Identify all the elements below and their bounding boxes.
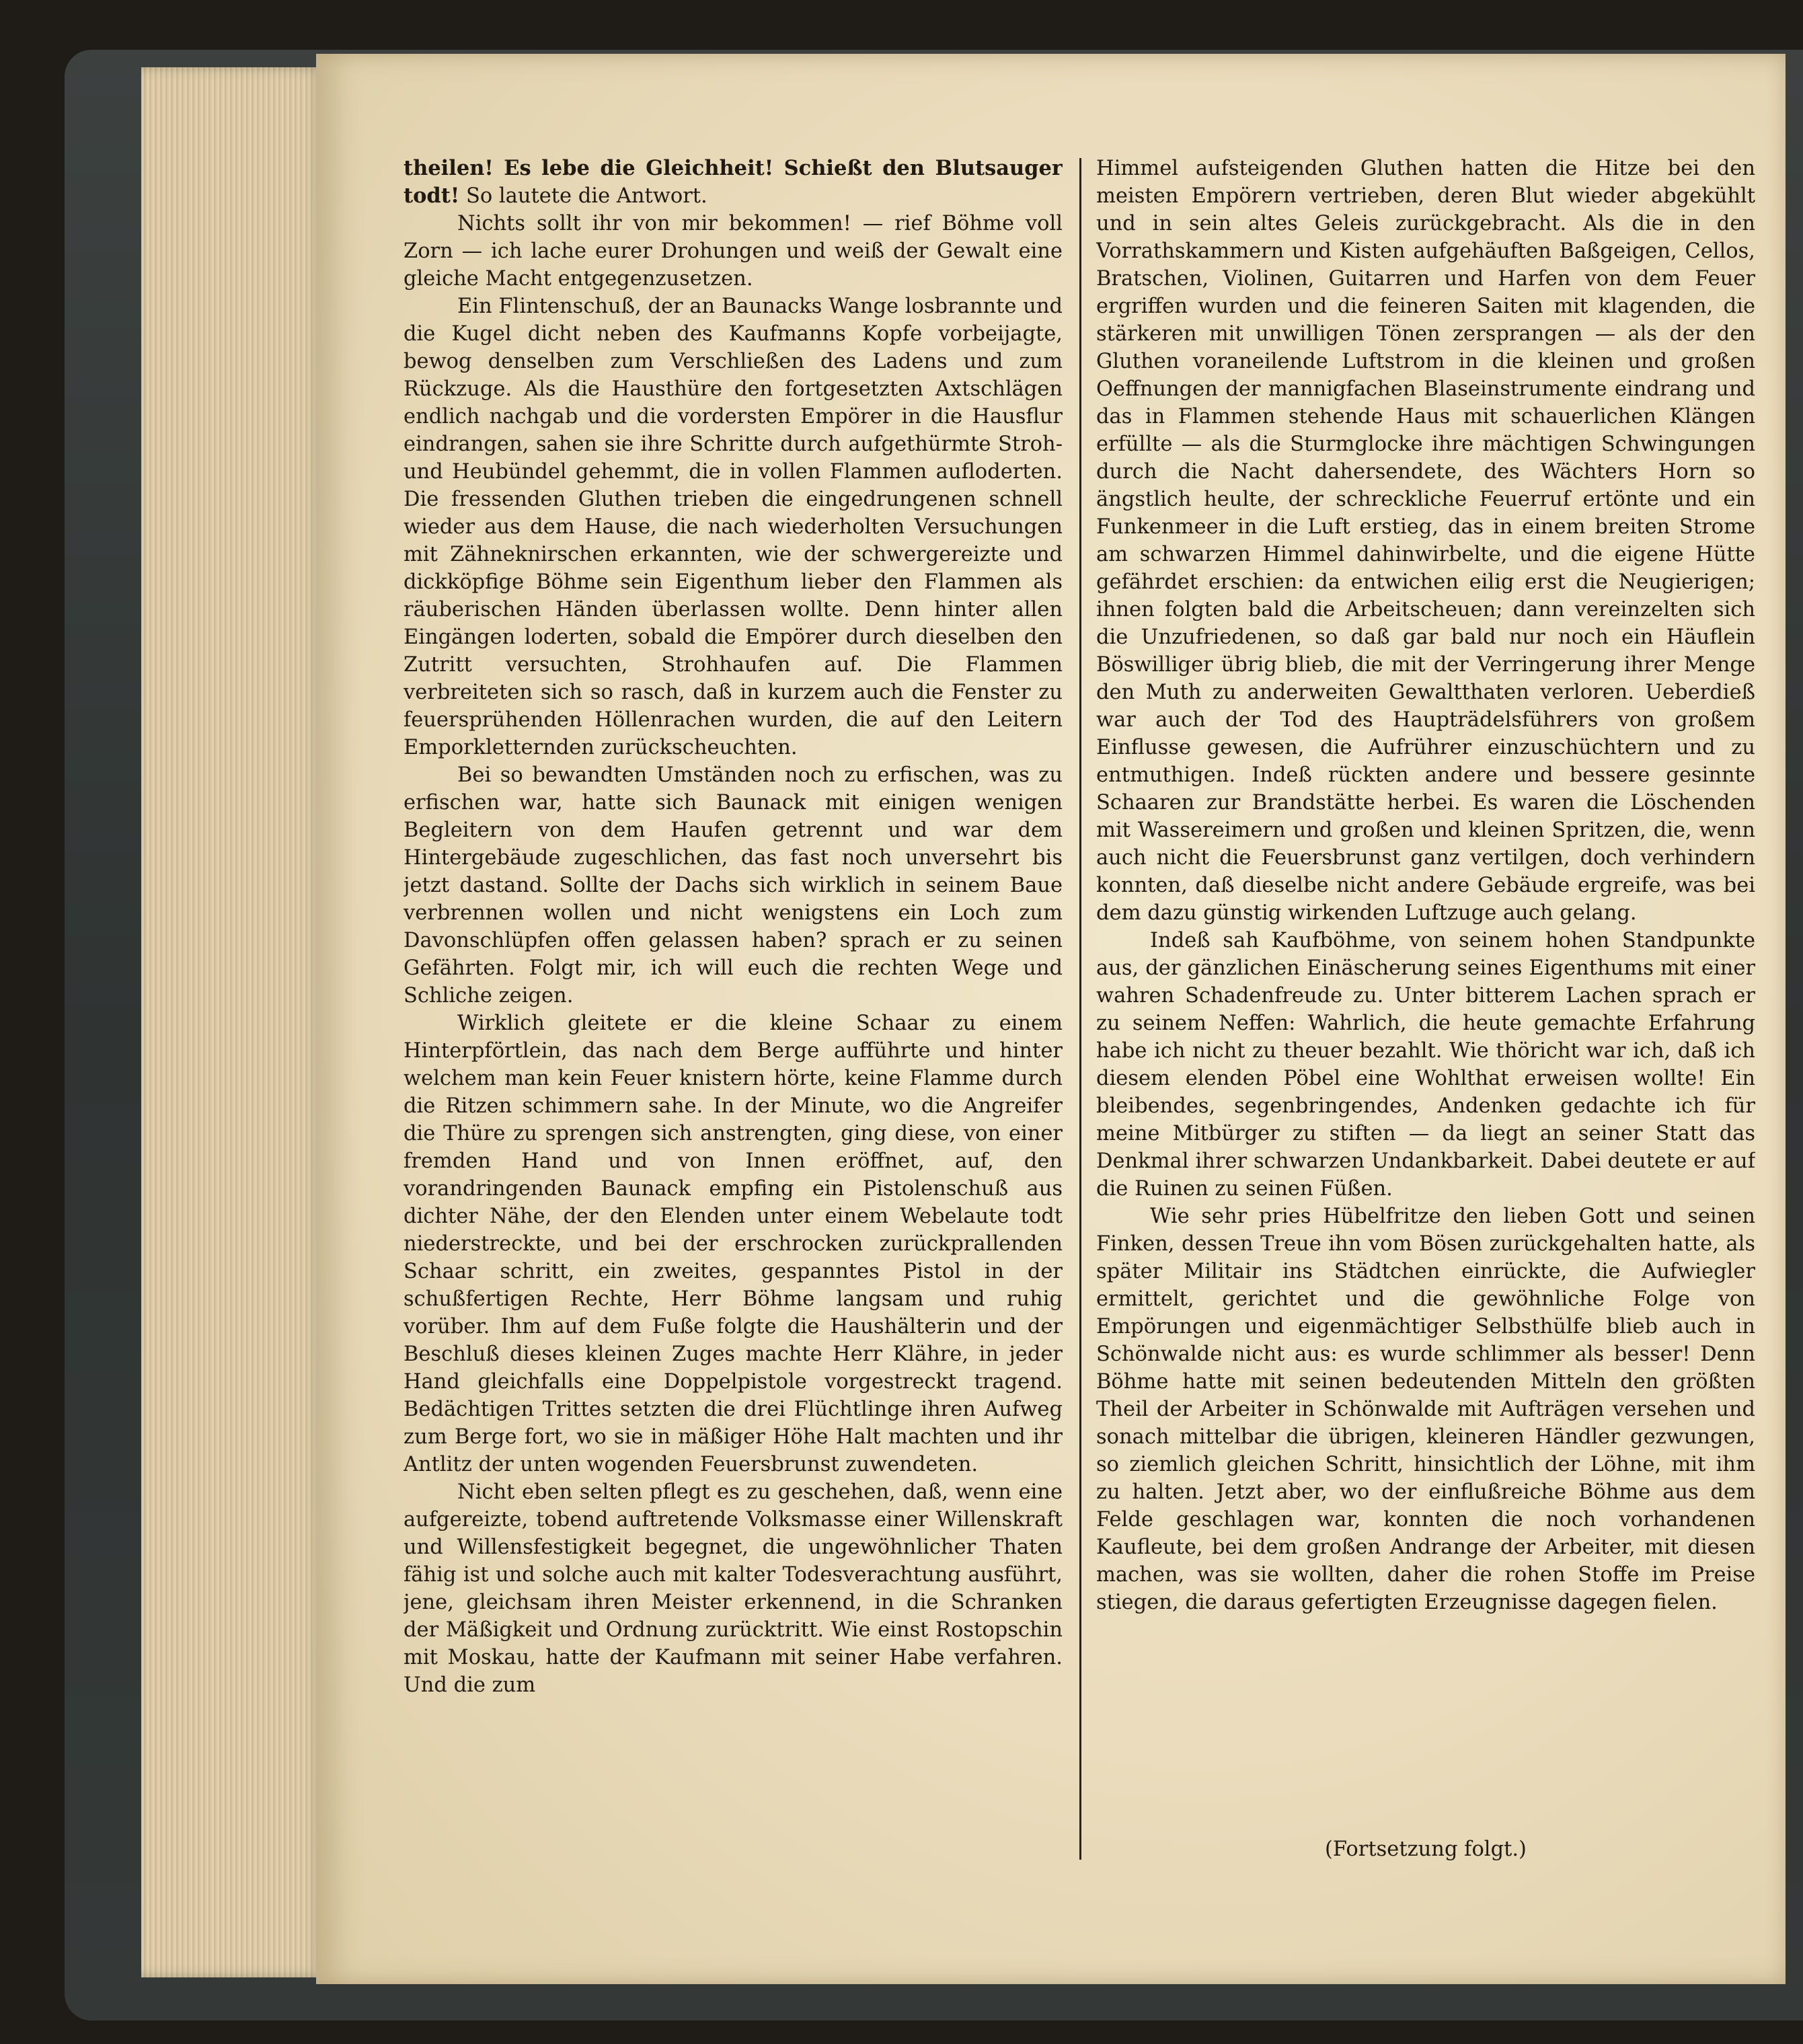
paragraph: Bei so bewandten Umständen noch zu erfischen, was zu erfischen war, hatte sich Baunack mit einigen wenigen Begleitern von dem Haufen getrennt und war dem Hintergebäude zugeschlichen, das fast noch unversehrt bis jetzt dastand. Sollte der Dachs sich wirklich in seinem Baue verbrennen wollen und nicht wenigstens ein Loch zum Davonschlüpfen offen gelassen haben? sprach er zu seinen Gefährten. Folgt mir, ich will euch die rechten Wege und Schliche zeigen. (404, 763, 1063, 1008)
column-divider (1079, 158, 1081, 1860)
paragraph: Indeß sah Kaufböhme, von seinem hohen Standpunkte aus, der gänzlichen Einäscherung seines Eigenthums mit einer wahren Schadenfreude zu. Unter bitterem Lachen sprach er zu seinem Neffen: Wahrlich, die heute gemachte Erfahrung habe ich nicht zu theuer bezahlt. Wie thöricht war ich, daß ich diesem elenden Pöbel eine Wohlthat erweisen wollte! Ein bleibendes, segenbringendes, Andenken gedachte ich für meine Mitbürger zu stiften — da liegt an seiner Statt das Denkmal ihrer schwarzen Undankbarkeit. Dabei deutete er auf die Ruinen zu seinen Füßen. (1096, 929, 1755, 1201)
page-edges (141, 67, 323, 1977)
paragraph: Himmel aufsteigenden Gluthen hatten die Hitze bei den meisten Empörern vertrieben, deren Blut wieder abgekühlt und in sein altes Geleis zurückgebracht. Als die in den Vorrathskammern und Kisten aufgehäuften Baßgeigen, Cellos, Bratschen, Violinen, Guitarren und Harfen von dem Feuer ergriffen wurden und die feineren Saiten mit klagenden, die stärkeren mit unwilligen Tönen zersprangen — als der den Gluthen voraneilende Luftstrom in die kleinen und großen Oeffnungen der mannigfachen Blaseinstrumente eindrang und das in Flammen stehende Haus mit schauerlichen Klängen erfüllte — als die Sturmglocke ihre mächtigen Schwingungen durch die Nacht dahersendete, des Wächters Horn so ängstlich heulte, der schreckliche Feuerruf ertönte und ein Funkenmeer in die Luft erstieg, das in einem breiten Strome am schwarzen Himmel dahinwirbelte, und die eigene Hütte gefährdet erschien: da entwichen eilig erst die Neugierigen; ihnen folgten bald die Arbeitscheuen; dann vereinzelten sich die Unzufriedenen, so daß gar bald nur noch ein Häuflein Böswilliger übrig blieb, die mit der Verringerung ihrer Menge den Muth zu anderweiten Gewaltthaten verloren. Ueberdieß war auch der Tod des Haupträdelsführers von großem Einflusse gewesen, die Aufrührer einzuschüchtern und zu entmuthigen. Indeß rückten andere und bessere gesinnte Schaaren zur Brandstätte herbei. Es waren die Löschenden mit Wassereimern und großen und kleinen Spritzen, die, wenn auch nicht die Feuersbrunst ganz vertilgen, doch verhindern konnten, daß dieselbe nicht andere Gebäude ergreife, was bei dem dazu günstig wirkenden Luftzuge auch gelang. (1096, 157, 1755, 925)
left-text-column (404, 155, 1063, 1877)
opening-line (404, 155, 1063, 210)
paragraph: Nicht eben selten pflegt es zu geschehen, daß, wenn eine aufgereizte, tobend auftretende Volksmasse einer Willenskraft und Willensfestigkeit begegnet, die ungewöhnlicher Thaten fähig ist und solche auch mit kalter Todesverachtung ausführt, jene, gleichsam ihren Meister erkennend, in die Schranken der Mäßigkeit und Ordnung zurücktritt. Wie einst Rostopschin mit Moskau, hatte der Kaufmann mit seiner Habe verfahren. Und die zum (404, 1480, 1063, 1697)
right-text-column (1096, 155, 1755, 1877)
continuation-note: (Fortsetzung folgt.) (1325, 1838, 1527, 1861)
opening-bold-text: theilen! Es lebe die Gleichheit! Schießt den Blutsauger todt! (404, 156, 1063, 208)
paragraph: Wie sehr pries Hübelfritze den lieben Gott und seinen Finken, dessen Treue ihn vom Bösen zurückgehalten hatte, als später Militair ins Städtchen einrückte, die Aufwiegler ermittelt, gerichtet und die gewöhnliche Folge von Empörungen und eigenmächtiger Selbsthülfe blieb auch in Schönwalde nicht aus: es wurde schlimmer als besser! Denn Böhme hatte mit seinen bedeutenden Mitteln den größten Theil der Arbeiter in Schönwalde mit Aufträgen versehen und sonach mittelbar die übrigen, kleineren Händler gezwungen, so ziemlich gleichen Schritt, hinsichtlich der Löhne, mit ihm zu halten. Jetzt aber, wo der einflußreiche Böhme aus dem Felde geschlagen war, konnten die noch vorhandenen Kaufleute, bei dem großen Andrange der Arbeiter, mit diesen machen, was sie wollten, daher die rohen Stoffe im Preise stiegen, die daraus gefertigten Erzeugnisse dagegen fielen. (1096, 1205, 1755, 1614)
opening-rest-text: So lautete die Antwort. (459, 184, 707, 208)
paragraph: Nichts sollt ihr von mir bekommen! — rief Böhme voll Zorn — ich lache eurer Drohungen und weiß der Gewalt eine gleiche Macht entgegenzusetzen. (404, 212, 1063, 291)
paragraph: Wirklich gleitete er die kleine Schaar zu einem Hinterpförtlein, das nach dem Berge aufführte und hinter welchem man kein Feuer knistern hörte, keine Flamme durch die Ritzen schimmern sahe. In der Minute, wo die Angreifer die Thüre zu sprengen sich anstrengten, ging diese, von einer fremden Hand und von Innen eröffnet, auf, den vorandringenden Baunack empfing ein Pistolenschuß aus dichter Nähe, der den Elenden unter einem Webelaute todt niederstreckte, und bei der erschrocken zurückprallenden Schaar schritt, ein zweites, gespanntes Pistol in der schußfertigen Rechte, Herr Böhme langsam und ruhig vorüber. Ihm auf dem Fuße folgte die Haushälterin und der Beschluß dieses kleinen Zuges machte Herr Klähre, in jeder Hand gleichfalls eine Doppelpistole vorgestreckt tragend. Bedächtigen Trittes setzten die drei Flüchtlinge ihren Aufweg zum Berge fort, wo sie in mäßiger Höhe Halt machten und ihr Antlitz der unten wogenden Feuersbrunst zuwendeten. (404, 1012, 1063, 1476)
paragraph: Ein Flintenschuß, der an Baunacks Wange losbrannte und die Kugel dicht neben des Kaufmanns Kopfe vorbeijagte, bewog denselben zum Verschließen des Ladens und zum Rückzuge. Als die Hausthüre den fortgesetzten Axtschlägen endlich nachgab und die vordersten Empörer in die Hausflur eindrangen, sahen sie ihre Schritte durch aufgethürmte Stroh- und Heubündel gehemmt, die in vollen Flammen aufloderten. Die fressenden Gluthen trieben die eingedrungenen schnell wieder aus dem Hause, die nach wiederholten Versuchungen mit Zähneknirschen erkannten, wie der schwergereizte und dickköpfige Böhme sein Eigenthum lieber den Flammen als räuberischen Händen überlassen wollte. Denn hinter allen Eingängen loderten, sobald die Empörer durch dieselben den Zutritt versuchten, Strohhaufen auf. Die Flammen verbreiteten sich so rasch, daß in kurzem auch die Fenster zu feuersprühenden Höllenrachen wurden, die auf den Leitern Emporkletternden zurückscheuchten. (404, 295, 1063, 759)
